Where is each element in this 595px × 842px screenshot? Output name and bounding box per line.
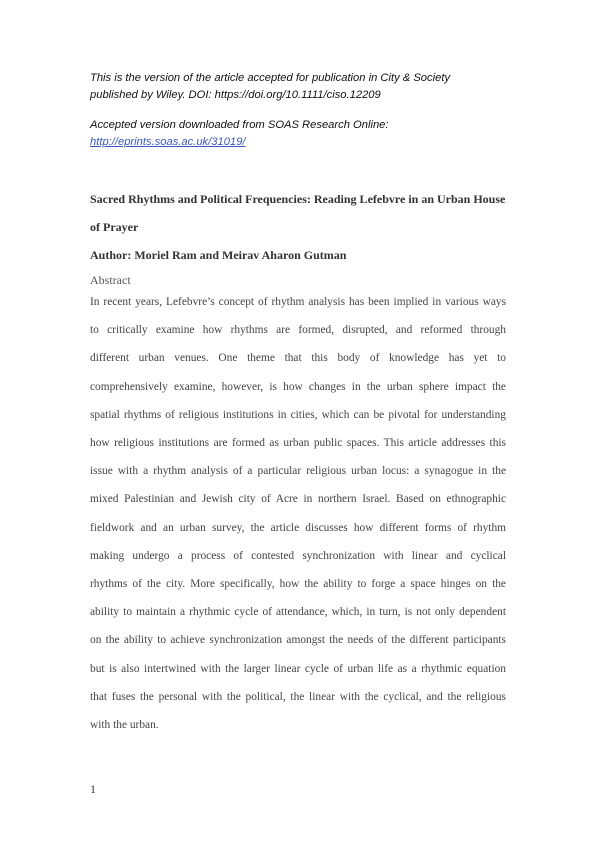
- publication-notice: [90, 70, 510, 104]
- download-notice: [90, 117, 510, 151]
- article-title-line-2: of Prayer: [90, 220, 139, 234]
- abstract-line: to critically examine how rhythms are formed, disrupted, and reformed through: [90, 324, 506, 337]
- eprints-link[interactable]: http://eprints.soas.ac.uk/31019/: [90, 136, 246, 148]
- abstract-line: comprehensively examine, however, is how changes in the urban sphere impact the: [90, 380, 506, 393]
- abstract-line: spatial rhythms of religious institutions in cities, which can be pivotal for understanding: [90, 408, 506, 421]
- abstract-line: In recent years, Lefebvre’s concept of rhythm analysis has been implied in various ways: [90, 296, 506, 308]
- abstract-line: that fuses the personal with the political, the linear with the cyclical, and the religious: [90, 690, 506, 703]
- abstract-line: mixed Palestinian and Jewish city of Acre in northern Israel. Based on ethnographic: [90, 493, 506, 506]
- notice-line-2: published by Wiley. DOI: https://doi.org/10.1111/ciso.12209: [90, 89, 381, 101]
- notice-line-1: This is the version of the article accepted for publication in City & Society: [90, 72, 451, 84]
- abstract-line: issue with a rhythm analysis of a particular religious urban locus: a synagogue in the: [90, 465, 506, 478]
- article-title: [90, 185, 506, 241]
- abstract-line: on the ability to achieve synchronization amongst the needs of the different participants: [90, 634, 506, 647]
- abstract-line: but is also intertwined with the larger linear cycle of urban life as a rhythmic equation: [90, 662, 506, 675]
- abstract-line: fieldwork and an urban survey, the article discusses how different forms of rhythm: [90, 521, 506, 534]
- abstract-body: [90, 288, 506, 739]
- abstract-line: making undergo a process of contested synchronization with linear and cyclical: [90, 549, 506, 562]
- page-number: 1: [90, 782, 96, 796]
- abstract-line: with the urban.: [90, 719, 159, 732]
- article-authors: Author: Moriel Ram and Meirav Aharon Gutman: [90, 248, 347, 262]
- abstract-line: ability to maintain a rhythmic cycle of attendance, which, in turn, is not only dependent: [90, 606, 506, 619]
- abstract-heading: Abstract: [90, 273, 131, 287]
- abstract-line: different urban venues. One theme that this body of knowledge has yet to: [90, 352, 506, 365]
- abstract-line: rhythms of the city. More specifically, how the ability to forge a space hinges on the: [90, 578, 506, 591]
- notice-line-3: Accepted version downloaded from SOAS Research Online:: [90, 119, 389, 131]
- abstract-line: how religious institutions are formed as urban public spaces. This article addresses this: [90, 437, 506, 450]
- article-title-line-1: Sacred Rhythms and Political Frequencies: Reading Lefebvre in an Urban House: [90, 192, 506, 206]
